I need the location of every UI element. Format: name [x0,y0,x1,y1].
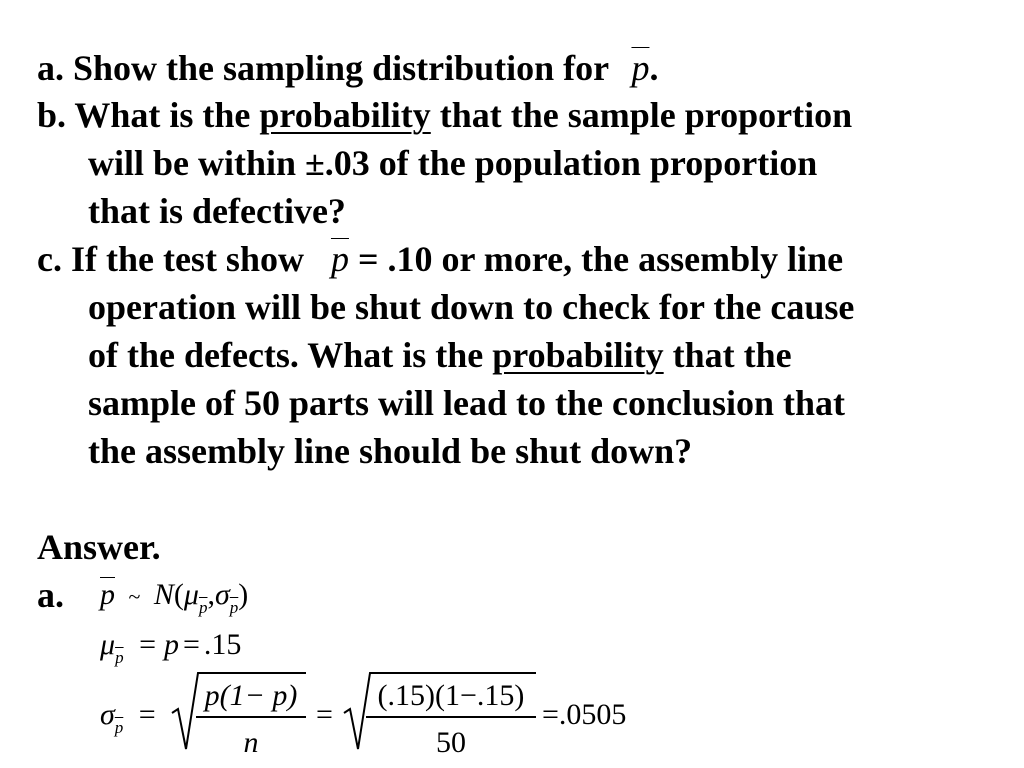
dist-tilde: ~ [128,584,141,609]
sd-sigma: σ [100,698,115,731]
question-b-line3: that is defective? [88,191,346,231]
fraction-bar [196,716,306,718]
sd-result [542,700,626,730]
question-c-text: c. If the test show [37,239,304,279]
probability-underlined: probability [259,95,431,135]
question-a-text: a. Show the sampling distribution for [37,48,609,88]
sd-numerator-1: p(1− p) [204,679,298,712]
mean-formula [100,630,241,666]
sd-equals-3: = [542,698,559,731]
answer-heading: Answer. [37,527,161,567]
question-c-rest: = .10 or more, the assembly line [357,239,844,279]
answer-part-label: a. [37,575,64,615]
mean-equals: = [139,628,156,661]
sd-equals-2: = [316,698,333,731]
question-c-line2: operation will be shut down to check for the cause [88,287,855,327]
p-bar-symbol: $\overline{p}$ [631,48,650,88]
question-a-period: . [649,48,659,88]
dist-mu: μ [183,578,199,611]
question-b-text: b. What is the [37,95,251,135]
dist-sigma: σ [214,578,230,611]
sd-denominator-1: n [243,726,259,759]
mean-mu: μ [100,628,116,661]
question-b-line2: will be within ±.03 of the population proportion [88,143,818,183]
question-c-line1 [37,241,843,277]
dist-comma: , [207,578,215,611]
dist-sub-p-bar: p [229,598,239,617]
question-b-line1 [37,97,852,133]
dist-N: N [153,578,174,611]
mean-p: p [163,628,179,661]
p-bar-symbol: $\overline{p}$ [330,239,349,279]
question-c-line4: sample of 50 parts will lead to the conclusion that [88,383,846,423]
fraction-bar [366,716,536,718]
sd-denominator-2: 50 [436,726,466,759]
dist-sub-p-bar: p [198,598,208,617]
dist-close-paren: ) [238,578,249,611]
question-a [37,50,658,86]
question-c-line3-text: of the defects. What is the [88,335,484,375]
sd-sub-p-bar: p [114,718,124,737]
dist-open-paren: ( [173,578,184,611]
question-c-line3-rest: that the [672,335,792,375]
sd-equals: = [138,698,156,731]
question-b-rest: that the sample proportion [439,95,853,135]
probability-underlined: probability [492,335,664,375]
mean-sub-p-bar: p [115,648,124,667]
sd-lhs [100,700,156,736]
distribution-formula [100,580,248,616]
mean-value: .15 [203,628,242,661]
dist-p-bar: $\overline{p}$ [100,578,115,611]
question-c-line3 [88,337,792,373]
sd-result-value: .0505 [558,698,627,731]
sd-numerator-2: (.15)(1−.15) [377,679,525,712]
question-c-line5: the assembly line should be shut down? [88,431,693,471]
mean-equals: = [182,628,200,661]
